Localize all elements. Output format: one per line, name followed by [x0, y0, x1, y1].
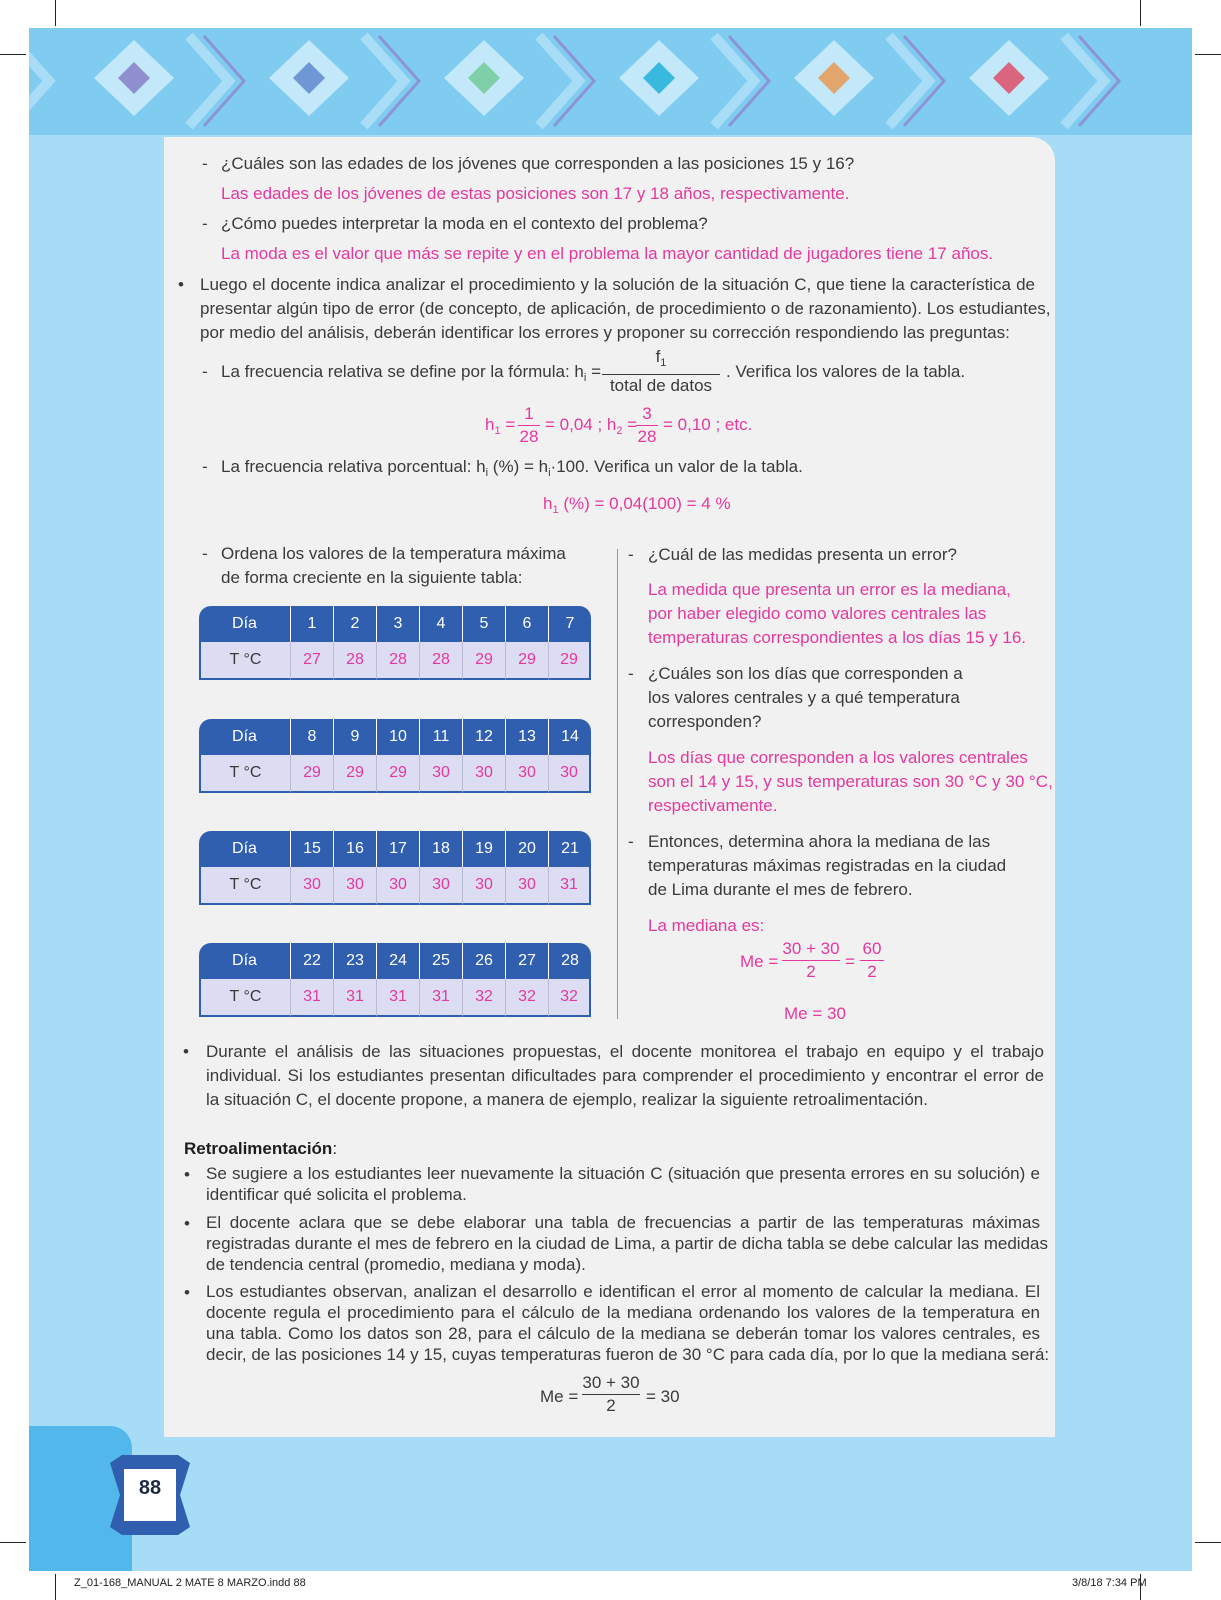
- day-cell: 19: [463, 831, 506, 867]
- subscript: i: [548, 467, 551, 479]
- formula-text: h: [543, 494, 553, 513]
- fraction-denominator: 28: [637, 427, 657, 446]
- crop-mark: [55, 0, 56, 26]
- table-header-cell: Día: [199, 719, 291, 755]
- paragraph-line: decir, de las posiciones 14 y 15, cuyas temperaturas fueron de 30 °C para cada día, por lo que la mediana será:: [206, 1345, 1050, 1364]
- answer-fraction: [518, 404, 540, 447]
- question-text: ¿Cuáles son las edades de los jóvenes que corresponden a las posiciones 15 y 16?: [221, 154, 855, 173]
- subscript: i: [485, 467, 489, 479]
- temperature-cell: 30: [463, 867, 506, 905]
- dash-marker: -: [628, 664, 634, 683]
- formula-text: h: [485, 415, 495, 434]
- day-cell: 13: [506, 719, 549, 755]
- dash-marker: -: [202, 544, 208, 563]
- question-text: [221, 455, 803, 485]
- answer-text: La moda es el valor que más se repite y en el problema la mayor cantidad de jugadores tiene 17 años.: [221, 244, 994, 263]
- table-value-row: [199, 979, 591, 1017]
- paragraph-line: docente regula el procedimiento para el cálculo de la mediana ordenando los valores de la temperatura en: [206, 1303, 1040, 1322]
- fraction-denominator: 2: [606, 1396, 616, 1415]
- formula-question: [221, 360, 601, 390]
- crop-mark: [1140, 0, 1141, 26]
- question-line: los valores centrales y a qué temperatura: [648, 688, 960, 707]
- crop-mark: [0, 54, 26, 55]
- dash-marker: -: [202, 457, 208, 476]
- dash-marker: -: [202, 214, 208, 233]
- day-cell: 23: [334, 943, 377, 979]
- temperature-cell: 30: [377, 867, 420, 905]
- median-result: Me = 30: [784, 1004, 846, 1023]
- temperature-cell: 30: [549, 755, 591, 793]
- day-cell: 27: [506, 943, 549, 979]
- subscript: 2: [616, 425, 623, 437]
- paragraph-line: Se sugiere a los estudiantes leer nuevamente la situación C (situación que presenta errores en su solución) e: [206, 1164, 1040, 1183]
- fraction-denominator: 2: [867, 962, 877, 981]
- question-line: de Lima durante el mes de febrero.: [648, 880, 913, 899]
- fraction-denominator: total de datos: [609, 376, 713, 395]
- formula-text: ·100. Verifica un valor de la tabla.: [550, 457, 803, 476]
- temperature-cell: 30: [291, 867, 334, 905]
- temperature-cell: 31: [549, 867, 591, 905]
- temperature-cell: 31: [377, 979, 420, 1017]
- day-cell: 18: [420, 831, 463, 867]
- day-cell: 16: [334, 831, 377, 867]
- table-row-label: T °C: [199, 867, 291, 905]
- formula-text: = 0,04 ; h: [545, 415, 617, 434]
- formula-equals: =: [591, 362, 601, 381]
- banner-pattern: [29, 28, 1192, 135]
- question-text: ¿Cómo puedes interpretar la moda en el contexto del problema?: [221, 214, 708, 233]
- table-header-row: [199, 719, 591, 755]
- answer-line: respectivamente.: [648, 796, 778, 815]
- fraction-numerator: 1: [524, 404, 534, 423]
- day-cell: 28: [549, 943, 591, 979]
- retro-item: [206, 1163, 1040, 1205]
- temperature-table: [199, 606, 591, 680]
- day-cell: 6: [506, 606, 549, 642]
- paragraph-line: por medio del análisis, deberán identificar los errores y proponer su corrección respondiendo las preguntas:: [200, 323, 1010, 342]
- formula-text: La frecuencia relativa porcentual: h: [221, 457, 486, 476]
- temperature-cell: 27: [291, 642, 334, 680]
- temperature-cell: 28: [334, 642, 377, 680]
- day-cell: 12: [463, 719, 506, 755]
- day-cell: 1: [291, 606, 334, 642]
- day-cell: 4: [420, 606, 463, 642]
- day-cell: 17: [377, 831, 420, 867]
- fraction-numerator: f: [655, 347, 661, 366]
- day-cell: 9: [334, 719, 377, 755]
- paragraph-line: la situación C, el docente propone, a manera de ejemplo, realizar la siguiente retroalimentación.: [206, 1090, 928, 1109]
- temperature-table: [199, 943, 591, 1017]
- dash-marker: -: [628, 545, 634, 564]
- answer-formula: [545, 413, 637, 443]
- answer-fraction: [636, 404, 658, 447]
- formula-text: La frecuencia relativa se define por la fórmula: h: [221, 362, 584, 381]
- table-row-label: T °C: [199, 642, 291, 680]
- crop-mark: [1195, 54, 1221, 55]
- fraction-denominator: 2: [806, 962, 816, 981]
- footer-filename: Z_01-168_MANUAL 2 MATE 8 MARZO.indd 88: [74, 1577, 306, 1589]
- formula-equals: =: [627, 415, 638, 434]
- table-value-row: [199, 642, 591, 680]
- day-cell: 15: [291, 831, 334, 867]
- paragraph-line: una tabla. Como los datos son 28, para el cálculo de la mediana se deberán tomar los valores centrales, es: [206, 1324, 1040, 1343]
- temperature-cell: 30: [334, 867, 377, 905]
- question-line: Entonces, determina ahora la mediana de las: [648, 832, 991, 851]
- paragraph-line: de tendencia central (promedio, mediana y moda).: [206, 1255, 586, 1274]
- table-header-cell: Día: [199, 606, 291, 642]
- day-cell: 20: [506, 831, 549, 867]
- temperature-cell: 29: [549, 642, 591, 680]
- day-cell: 25: [420, 943, 463, 979]
- median-label: Me =: [540, 1387, 579, 1406]
- crop-mark: [0, 1542, 26, 1543]
- column-divider: [617, 549, 618, 1019]
- day-cell: 2: [334, 606, 377, 642]
- answer-label: La mediana es:: [648, 916, 765, 935]
- decorative-banner: [29, 28, 1192, 135]
- fraction-numerator: 30 + 30: [582, 1373, 640, 1392]
- day-cell: 10: [377, 719, 420, 755]
- intro-paragraph: [200, 273, 1051, 345]
- formula-fraction: [602, 347, 720, 396]
- fraction-denominator: 28: [519, 427, 539, 446]
- table-row-label: T °C: [199, 755, 291, 793]
- paragraph-line: Luego el docente indica analizar el procedimiento y la solución de la situación C, que tiene la característica de: [200, 275, 1035, 294]
- table-header-row: [199, 943, 591, 979]
- formula-text: (%) = h: [492, 457, 549, 476]
- temperature-cell: 32: [549, 979, 591, 1017]
- question-line: corresponden?: [648, 712, 762, 731]
- paragraph-line: presentar algún tipo de error (de concepto, de aplicación, de procedimiento o de razonamiento). Los estudiantes,: [200, 299, 1051, 318]
- formula-equals: =: [505, 415, 516, 434]
- day-cell: 11: [420, 719, 463, 755]
- dash-marker: -: [628, 832, 634, 851]
- retro-item: [206, 1212, 1048, 1275]
- subscript: 1: [552, 504, 559, 516]
- fraction-numerator: 3: [642, 404, 652, 423]
- bullet: •: [183, 1042, 189, 1061]
- order-line: de forma creciente en la siguiente tabla:: [221, 568, 523, 587]
- median-equals: =: [845, 952, 855, 971]
- retro-item: [206, 1281, 1050, 1365]
- crop-mark: [55, 1574, 56, 1600]
- table-header-row: [199, 831, 591, 867]
- paragraph-line: registradas durante el mes de febrero en la ciudad de Lima, a partir de dicha tabla se debe calcular las medidas: [206, 1234, 1048, 1253]
- temperature-cell: 30: [420, 755, 463, 793]
- question-line: ¿Cuáles son los días que corresponden a: [648, 664, 963, 683]
- retro-colon: :: [332, 1139, 338, 1158]
- fraction-numerator: 60: [862, 939, 882, 958]
- subscript: 1: [660, 357, 667, 369]
- paragraph-line: individual. Si los estudiantes presentan dificultades para comprender el procedimiento y encontrar el error de: [206, 1066, 1044, 1085]
- temperature-cell: 30: [463, 755, 506, 793]
- paragraph-line: Durante el análisis de las situaciones propuestas, el docente monitorea el trabajo en equipo y el trabajo: [206, 1042, 1044, 1061]
- table-value-row: [199, 755, 591, 793]
- fraction-numerator: 30 + 30: [782, 939, 840, 958]
- day-cell: 22: [291, 943, 334, 979]
- table-header-row: [199, 606, 591, 642]
- question-text: ¿Cuál de las medidas presenta un error?: [648, 545, 957, 564]
- crop-mark: [1195, 1542, 1221, 1543]
- day-cell: 24: [377, 943, 420, 979]
- temperature-cell: 29: [291, 755, 334, 793]
- answer-line: son el 14 y 15, y sus temperaturas son 30 °C y 30 °C,: [648, 772, 1053, 791]
- dash-marker: -: [202, 362, 208, 381]
- paragraph-line: Los estudiantes observan, analizan el desarrollo e identifican el error al momento de calcular la mediana. El: [206, 1282, 1040, 1301]
- table-row-label: T °C: [199, 979, 291, 1017]
- temperature-cell: 29: [377, 755, 420, 793]
- temperature-cell: 32: [463, 979, 506, 1017]
- order-line: Ordena los valores de la temperatura máxima: [221, 544, 566, 563]
- subscript: i: [583, 372, 587, 384]
- temperature-cell: 30: [420, 867, 463, 905]
- page-number: 88: [138, 1477, 162, 1499]
- day-cell: 8: [291, 719, 334, 755]
- bullet: •: [184, 1214, 190, 1233]
- day-cell: 14: [549, 719, 591, 755]
- bullet: •: [184, 1165, 190, 1184]
- question-line: temperaturas máximas registradas en la ciudad: [648, 856, 1007, 875]
- median-fraction: [860, 939, 884, 982]
- answer-formula: [543, 492, 731, 522]
- answer-formula-end: = 0,10 ; etc.: [663, 415, 753, 434]
- median-label: Me =: [740, 952, 779, 971]
- temperature-cell: 28: [420, 642, 463, 680]
- answer-text: Las edades de los jóvenes de estas posiciones son 17 y 18 años, respectivamente.: [221, 184, 850, 203]
- bullet: •: [184, 1283, 190, 1302]
- dash-marker: -: [202, 154, 208, 173]
- day-cell: 26: [463, 943, 506, 979]
- day-cell: 5: [463, 606, 506, 642]
- footer-date: 3/8/18 7:34 PM: [1072, 1577, 1147, 1589]
- table-header-cell: Día: [199, 943, 291, 979]
- day-cell: 21: [549, 831, 591, 867]
- monitor-paragraph: [206, 1040, 1044, 1112]
- table-header-cell: Día: [199, 831, 291, 867]
- answer-line: temperaturas correspondientes a los días 15 y 16.: [648, 628, 1026, 647]
- day-cell: 3: [377, 606, 420, 642]
- subscript: 1: [494, 425, 501, 437]
- formula-suffix: . Verifica los valores de la tabla.: [726, 362, 966, 381]
- answer-line: La medida que presenta un error es la mediana,: [648, 580, 1011, 599]
- paragraph-line: identificar qué solicita el problema.: [206, 1185, 467, 1204]
- paragraph-line: El docente aclara que se debe elaborar una tabla de frecuencias a partir de las temperaturas máximas: [206, 1213, 1040, 1232]
- retro-heading: [184, 1137, 337, 1161]
- answer-line: por haber elegido como valores centrales las: [648, 604, 987, 623]
- answer-formula: [485, 413, 515, 443]
- temperature-table: [199, 831, 591, 905]
- table-value-row: [199, 867, 591, 905]
- temperature-cell: 29: [463, 642, 506, 680]
- retro-title: Retroalimentación: [184, 1139, 333, 1158]
- temperature-cell: 29: [334, 755, 377, 793]
- temperature-cell: 29: [506, 642, 549, 680]
- median-fraction: [782, 939, 840, 982]
- formula-text: (%) = 0,04(100) = 4 %: [563, 494, 731, 513]
- day-cell: 7: [549, 606, 591, 642]
- temperature-cell: 31: [334, 979, 377, 1017]
- temperature-cell: 31: [291, 979, 334, 1017]
- temperature-cell: 28: [377, 642, 420, 680]
- median-result: = 30: [646, 1387, 680, 1406]
- bullet: •: [178, 275, 184, 294]
- temperature-table: [199, 719, 591, 793]
- temperature-cell: 30: [506, 867, 549, 905]
- temperature-cell: 32: [506, 979, 549, 1017]
- temperature-cell: 30: [506, 755, 549, 793]
- answer-line: Los días que corresponden a los valores centrales: [648, 748, 1028, 767]
- median-fraction: [582, 1373, 640, 1416]
- temperature-cell: 31: [420, 979, 463, 1017]
